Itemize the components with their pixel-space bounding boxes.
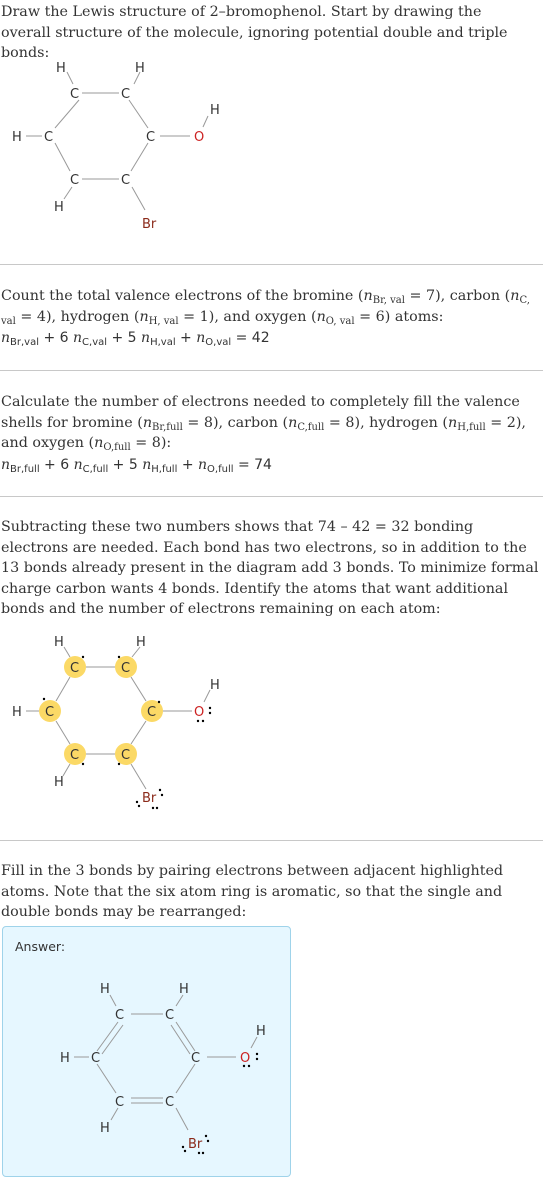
atom-c: C bbox=[191, 1051, 201, 1066]
step1-text: Draw the Lewis structure of 2–bromophenol. Start by drawing the overall structure of the molecule, ignoring potential double and triple bonds: bbox=[1, 4, 508, 61]
atom-c: C bbox=[147, 705, 157, 720]
atom-c: C bbox=[165, 1095, 175, 1110]
atom-h: H bbox=[210, 103, 220, 118]
atom-h: H bbox=[256, 1024, 266, 1039]
step4-text: Subtracting these two numbers shows that 74 – 42 = 32 bonding electrons are needed. Each bond has two electrons, so in addition to the 13 bonds already present in the diagram add 3 bonds. To minimize formal charge carbon wants 4 bonds. Identify the atoms that want additional bonds and the number of electrons remaining on each atom: bbox=[1, 519, 539, 617]
atom-c: C bbox=[70, 173, 80, 188]
atom-c: C bbox=[146, 130, 156, 145]
divider bbox=[0, 840, 543, 841]
atom-h: H bbox=[100, 1121, 110, 1136]
divider bbox=[0, 496, 543, 497]
atom-c: C bbox=[115, 1095, 125, 1110]
atom-br: Br bbox=[188, 1137, 203, 1152]
atom-c: C bbox=[70, 661, 80, 676]
atom-c: C bbox=[121, 748, 131, 763]
molecule-answer bbox=[0, 960, 543, 1190]
full-shell-equation: $n_{Br,full} + 6$ $n_{C,full} + 5$ $n_{H,full} + n_{O,full} = 74$ bbox=[1, 457, 272, 475]
step5-text: Fill in the 3 bonds by pairing electrons between adjacent highlighted atoms. Note that the six atom ring is aromatic, so that the single and double bonds may be rearranged: bbox=[1, 863, 504, 920]
atom-h: H bbox=[100, 982, 110, 997]
atom-h: H bbox=[54, 635, 64, 650]
atom-o: O bbox=[194, 705, 205, 720]
atom-h: H bbox=[54, 200, 64, 215]
molecule-skeleton bbox=[0, 0, 543, 240]
step2-text: Count the total valence electrons of the bromine $(n_{Br, val} = 7)$, carbon $(n_{C, val} = 4)$, hydrogen $(n_{H, val} = 1)$, and oxygen $(n_{O, val} = 6)$ atoms: bbox=[1, 288, 530, 327]
atom-o: O bbox=[240, 1051, 251, 1066]
atom-c: C bbox=[165, 1008, 175, 1023]
atom-c: C bbox=[70, 87, 80, 102]
atom-c: C bbox=[70, 748, 80, 763]
atom-c: C bbox=[121, 661, 131, 676]
atom-c: C bbox=[91, 1051, 101, 1066]
atom-c: C bbox=[44, 130, 54, 145]
atom-o: O bbox=[194, 130, 205, 145]
atom-h: H bbox=[136, 635, 146, 650]
answer-label: Answer: bbox=[15, 939, 66, 954]
atom-h: H bbox=[12, 130, 22, 145]
atom-h: H bbox=[179, 982, 189, 997]
atom-h: H bbox=[60, 1051, 70, 1066]
atom-h: H bbox=[54, 775, 64, 790]
atom-h: H bbox=[56, 61, 66, 76]
atom-c: C bbox=[45, 705, 55, 720]
atom-h: H bbox=[135, 61, 145, 76]
step3-text: Calculate the number of electrons needed to completely fill the valence shells for bromine $(n_{Br,full} = 8)$, carbon $(n_{C,full} = 8)$, hydrogen $(n_{H,full} = 2)$, and oxygen $(n_{O,full} = 8)$: bbox=[1, 394, 526, 453]
atom-br: Br bbox=[142, 217, 157, 232]
atom-c: C bbox=[121, 173, 131, 188]
atom-c: C bbox=[115, 1008, 125, 1023]
divider bbox=[0, 264, 543, 265]
atom-c: C bbox=[121, 87, 131, 102]
atom-br: Br bbox=[142, 791, 157, 806]
valence-equation: $n_{Br,val} + 6$ $n_{C,val} + 5$ $n_{H,val} + n_{O,val} = 42$ bbox=[1, 330, 270, 348]
lone-pair-dots bbox=[43, 656, 211, 809]
atom-h: H bbox=[210, 678, 220, 693]
atom-h: H bbox=[12, 705, 22, 720]
divider bbox=[0, 370, 543, 371]
molecule-highlighted bbox=[0, 620, 543, 820]
